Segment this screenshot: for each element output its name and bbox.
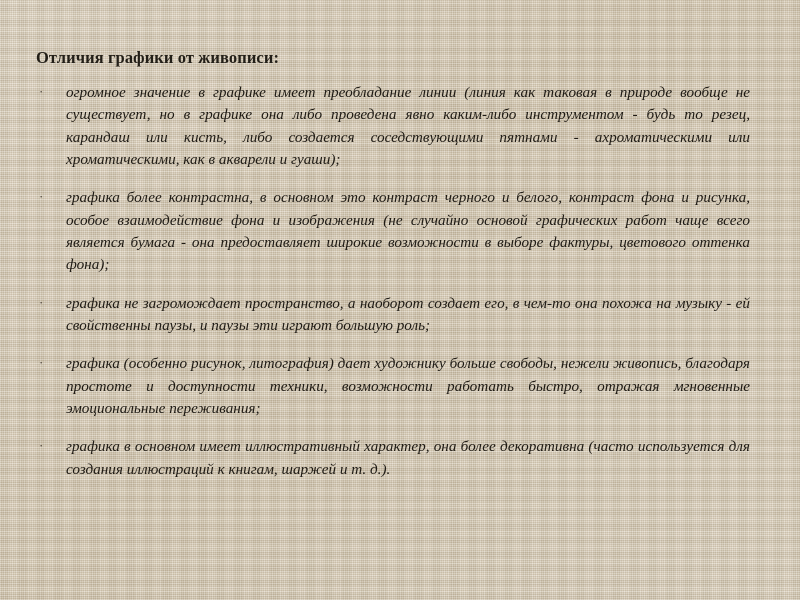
- list-item-text: графика в основном имеет иллюстративный характер, она более декоративна (часто используется для создания иллюстраций к книгам, шаржей и т. д.).: [66, 438, 750, 478]
- bullet-marker-icon: ·: [39, 355, 44, 371]
- list-item-text: графика более контрастна, в основном это контраст черного и белого, контраст фона и рисунка, особое взаимодействие фона и изображения (не случайно основой графических работ чаще всего является бумага - она предоставляет широкие возможности в выборе фактуры, цветового оттенка фона);: [66, 189, 750, 274]
- slide-title: Отличия графики от живописи:: [36, 48, 280, 67]
- bullet-marker-icon: ·: [39, 84, 44, 99]
- list-item: [30, 82, 766, 171]
- list-item: [30, 353, 766, 420]
- bullet-list: [30, 82, 766, 481]
- list-item: [30, 436, 766, 481]
- list-item-text: графика (особенно рисунок, литография) дает художнику больше свободы, нежели живопись, благодаря простоте и доступности техники, возможности работать быстро, отражая мгновенные эмоциональные переживания;: [66, 355, 750, 418]
- bullet-marker-icon: ·: [39, 438, 44, 454]
- list-item-text: огромное значение в графике имеет преобладание линии (линия как таковая в природе вообще не существует, но в графике она либо проведена явно каким-либо инструментом - будь то резец, карандаш или кисть, либо создается соседствующими пятнами - ахроматическими или хроматическими, как в акварели и гуаши);: [66, 84, 750, 169]
- list-item: [30, 187, 766, 276]
- bullet-marker-icon: ·: [39, 294, 44, 310]
- list-item-text: графика не загромождает пространство, а наоборот создает его, в чем-то она похожа на музыку - ей свойственны паузы, и паузы эти играют большую роль;: [66, 294, 750, 335]
- list-item: [30, 293, 766, 338]
- bullet-marker-icon: ·: [39, 189, 44, 205]
